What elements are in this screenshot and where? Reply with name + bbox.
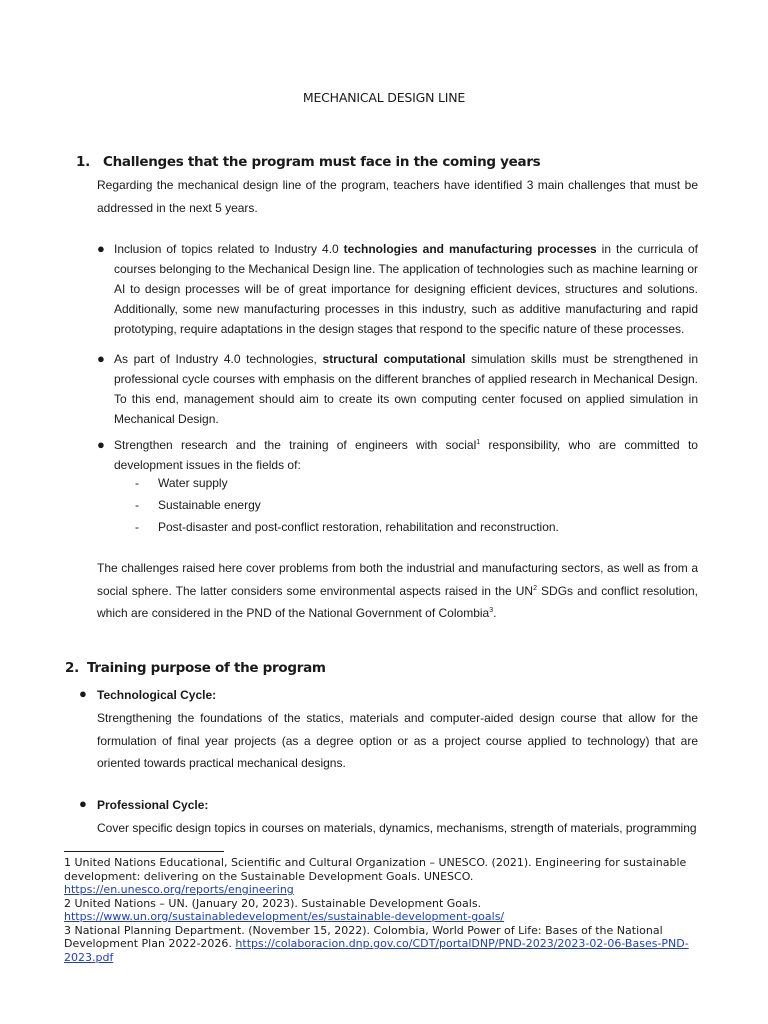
sub-list-item: - Water supply [135, 473, 228, 493]
dash-marker: - [135, 498, 139, 512]
section-1-heading [76, 154, 540, 170]
cycle-description: Cover specific design topics in courses on materials, dynamics, mechanisms, strength of materials, programming [97, 821, 697, 835]
cycle-label: Technological Cycle: [97, 688, 217, 702]
section-1-closing: The challenges raised here cover problems from both the industrial and manufacturing sectors, as well as from a social sphere. The latter considers some environmental aspects raised in the $UN^2$ SDGs and conflict resolution, which are considered in the PND of the National Government of Colombia$^3$. [97, 561, 698, 620]
footnotes [64, 856, 694, 964]
cycle-description: Strengthening the foundations of the statics, materials and computer-aided design course that allow for the formulation of final year projects (as a degree option or as a project course applied to technology) that are oriented towards practical mechanical designs. [97, 711, 698, 770]
dash-marker: - [135, 476, 139, 490]
bullet-dot-icon: ● [79, 686, 87, 701]
footnote: 3 National Planning Department. (November 15, 2022). Colombia, World Power of Life: Bases of the National Development Plan 2022-2026. https://colaboracion.dnp.gov.co/CDT/portalDNP/PND-2023/2023-02-06-Bases-PND-2023.pdf [64, 923, 689, 964]
section-heading-text: Challenges that the program must face in the coming years [103, 154, 541, 170]
page-title: MECHANICAL DESIGN LINE [302, 90, 466, 105]
bullet-text: Inclusion of topics related to Industry 4.0 technologies and manufacturing processes in the curricula of courses belonging to the Mechanical Design line. The application of technologies such as machine learning or AI to design processes will be of great importance for designing efficient devices, structures and solutions. Additionally, some new manufacturing processes in this industry, such as additive manufacturing and rapid prototyping, require adaptations in the design stages that respond to the specific nature of these processes. [114, 242, 698, 336]
cycle-label: Professional Cycle: [97, 798, 209, 812]
bullet-dot-icon: ● [79, 796, 87, 811]
bullet-text: As part of Industry 4.0 technologies, structural computational simulation skills must be strengthened in professional cycle courses with emphasis on the different branches of applied research in Mechanical Design. To this end, management should aim to create its own computing center focused on applied simulation in Mechanical Design. [114, 352, 699, 426]
footnote-link[interactable]: https://colaboracion.dnp.gov.co/CDT/portalDNP/PND-2023/2023-02-06-Bases-PND-2023.pdf [64, 937, 689, 964]
bullet-dot-icon: ● [97, 437, 105, 452]
bullet-item [97, 239, 698, 339]
section-2-heading [65, 660, 326, 676]
section-1-intro: Regarding the mechanical design line of the program, teachers have identified 3 main challenges that must be addressed in the next 5 years. [97, 178, 698, 215]
sub-list-item: - Sustainable energy [135, 495, 261, 515]
footnote-separator [64, 851, 224, 852]
bullet-item [97, 435, 698, 475]
footnote-link[interactable]: https://en.unesco.org/reports/engineering [64, 883, 294, 896]
sub-list-item: - Post-disaster and post-conflict restoration, rehabilitation and reconstruction. [135, 517, 559, 537]
footnote: 1 United Nations Educational, Scientific and Cultural Organization – UNESCO. (2021). Engineering for sustainable development: delivering on the Sustainable Development Goals. UNESCO. https://en.unesco.org/reports/engineering [64, 856, 687, 896]
footnote: 2 United Nations – UN. (January 20, 2023). Sustainable Development Goals. https://www.un.org/sustainabledevelopment/es/sustainable-development-goals/ [64, 896, 505, 923]
section-number: 1. [76, 154, 90, 170]
section-number: 2. [65, 660, 79, 676]
bullet-item [97, 349, 698, 429]
footnote-link[interactable]: https://www.un.org/sustainabledevelopment/es/sustainable-development-goals/ [64, 910, 505, 923]
section-heading-text: Training purpose of the program [87, 660, 326, 676]
bullet-text: Strengthen research and the training of engineers with social$^1$ responsibility, who are committed to development issues in the fields of: [114, 438, 698, 472]
bullet-dot-icon: ● [97, 351, 105, 366]
bullet-dot-icon: ● [97, 241, 105, 256]
dash-marker: - [135, 520, 139, 534]
